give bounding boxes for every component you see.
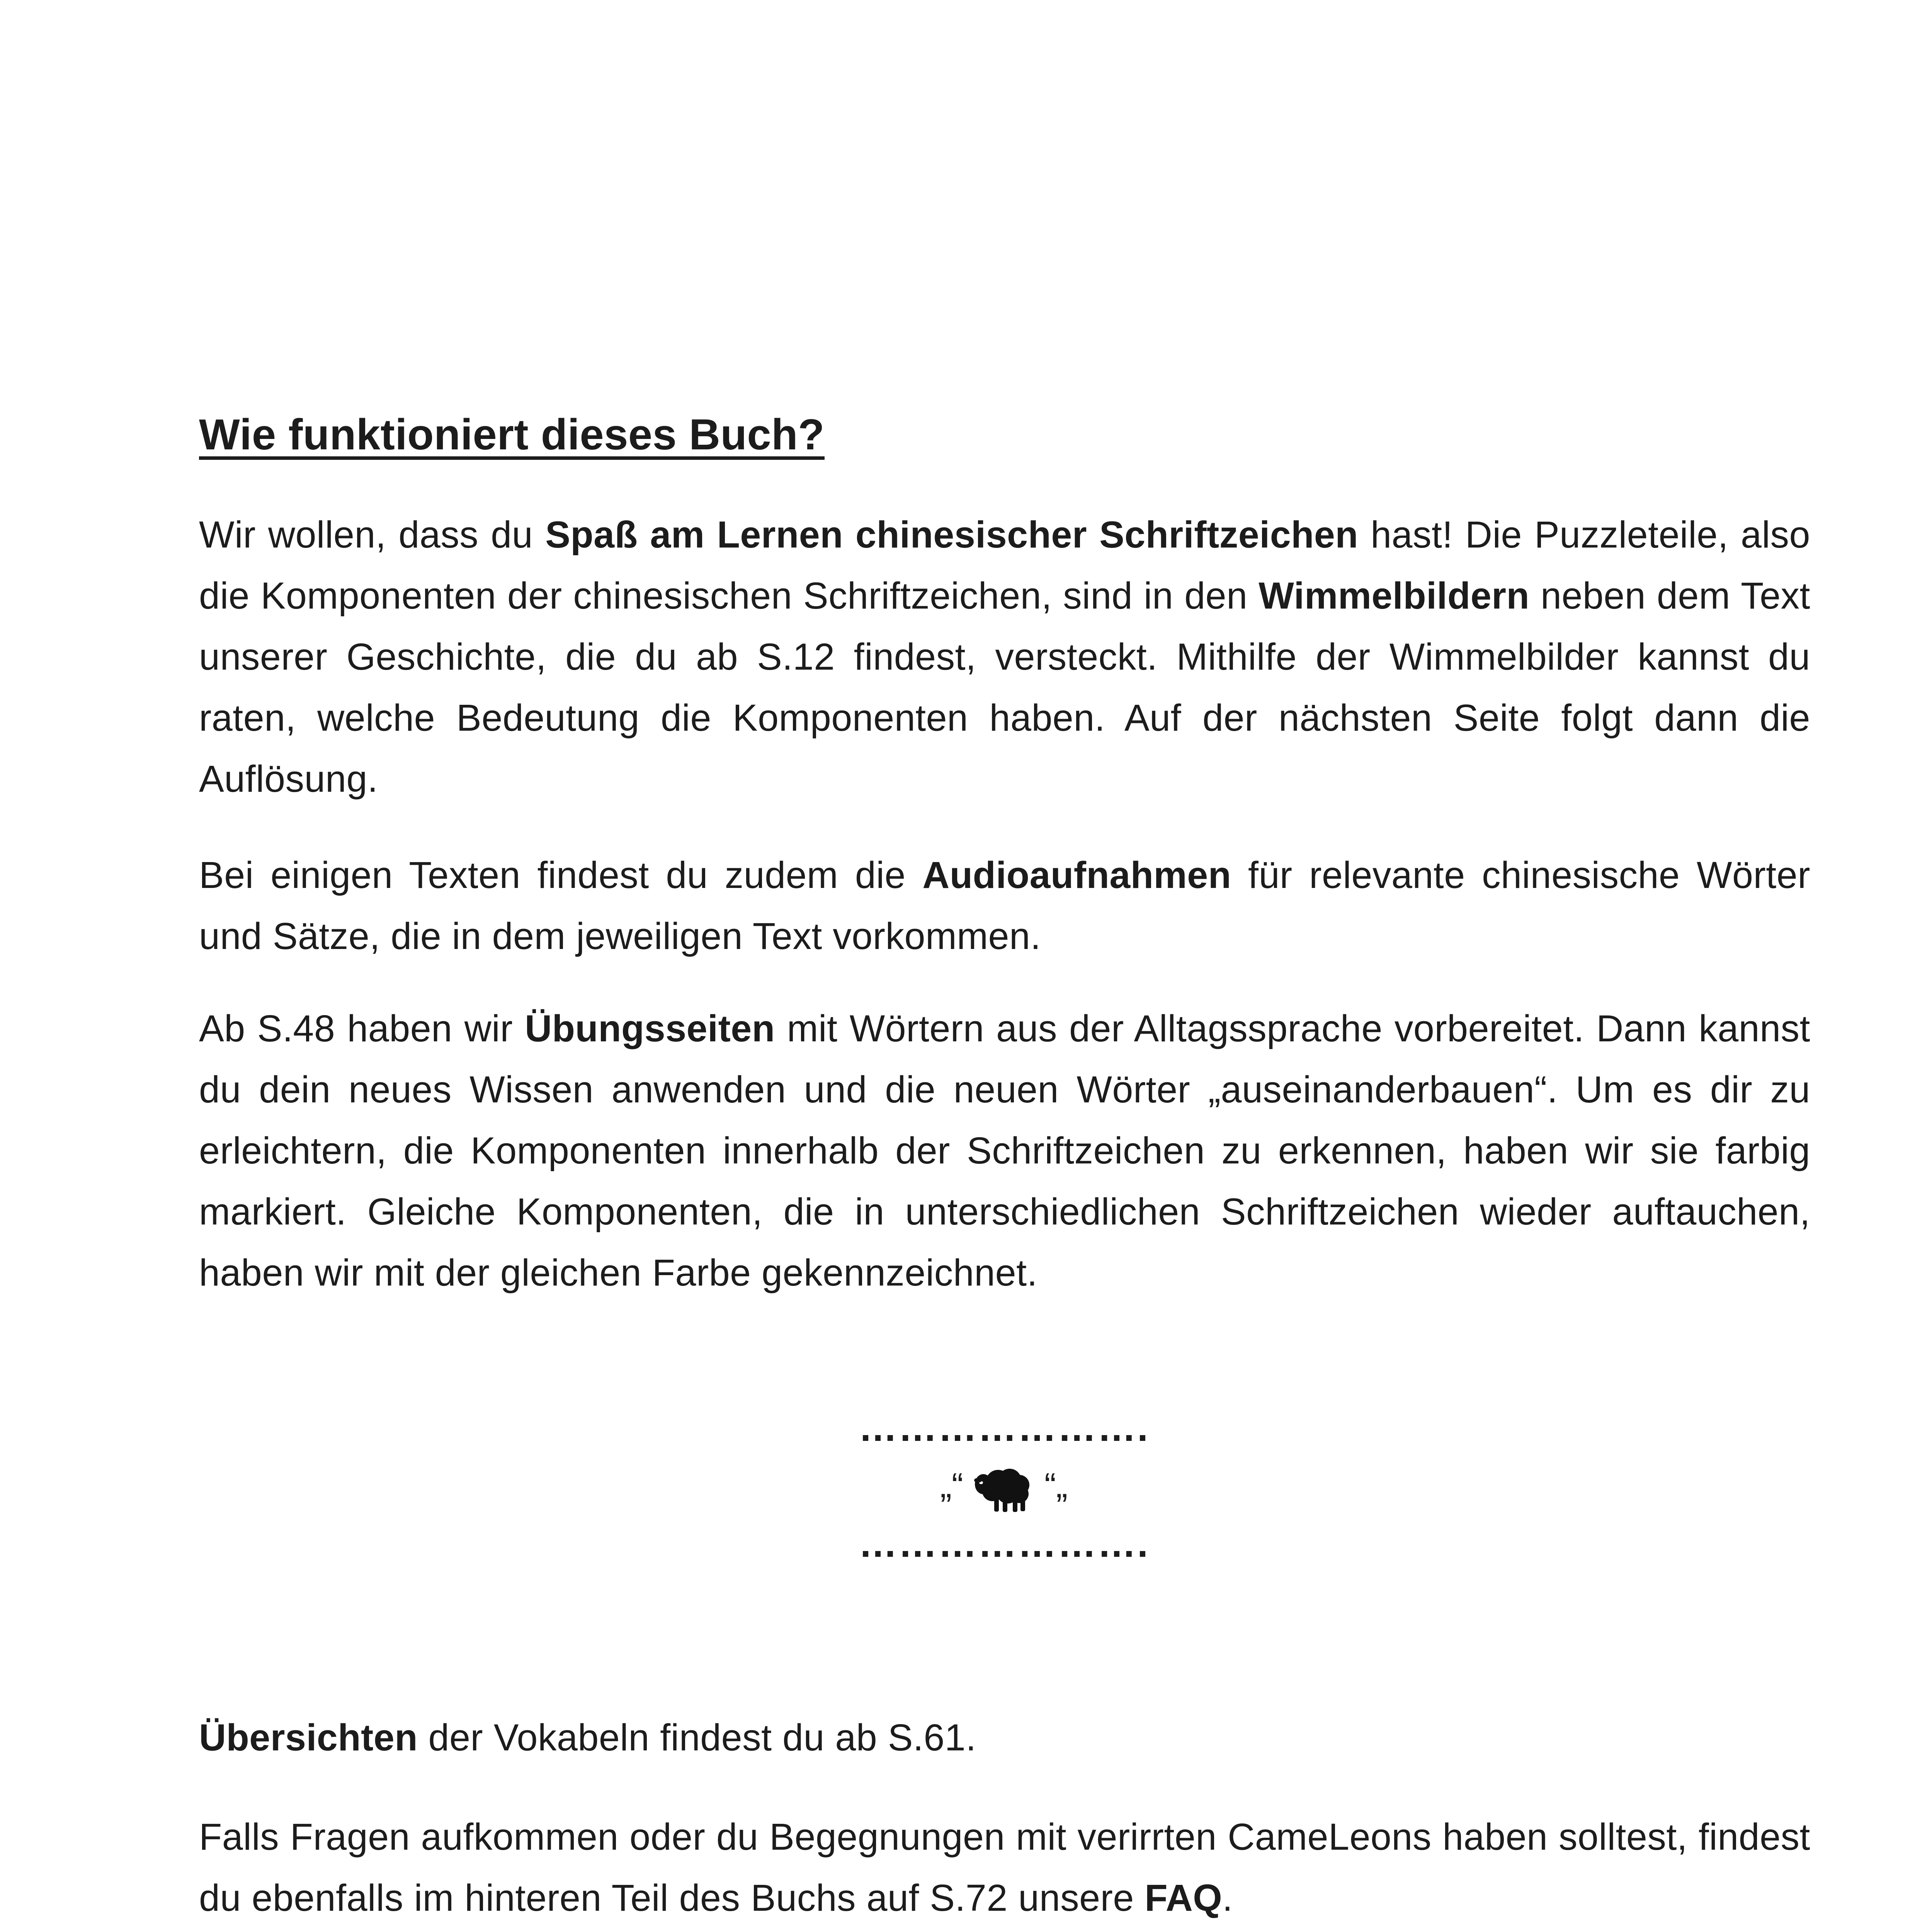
text-span: Wir wollen, dass du bbox=[199, 514, 546, 556]
bold-phrase: Übersichten bbox=[199, 1716, 418, 1759]
divider-dots-top: …………………. bbox=[859, 1406, 1149, 1449]
divider-quote-line bbox=[811, 1449, 1197, 1522]
section-divider bbox=[811, 1406, 1197, 1565]
text-span: . bbox=[1222, 1877, 1233, 1919]
bold-phrase: Wimmelbildern bbox=[1259, 575, 1530, 617]
bold-phrase: Audioaufnahmen bbox=[922, 854, 1231, 896]
bold-phrase: Übungsseiten bbox=[525, 1007, 775, 1049]
text-span: hast! Die Puzzleteile, also die Komponenten der chinesischen Schriftzeichen, sind in den bbox=[199, 514, 1810, 617]
text-span: der Vokabeln findest du ab S.61. bbox=[418, 1716, 976, 1759]
page-heading: Wie funktioniert dieses Buch? bbox=[199, 410, 825, 459]
text-span: Bei einigen Texten findest du zudem die bbox=[199, 854, 923, 896]
text-span: neben dem Text unserer Geschichte, die du ab S.12 findest, versteckt. Mithilfe der Wimmelbilder kannst du raten, welche Bedeutung die Komponenten haben. Auf der nächsten Seite folgt dann die Auflösung. bbox=[199, 575, 1810, 800]
text-span: Falls Fragen aufkommen oder du Begegnungen mit verirrten CameLeons haben solltest, findest du ebenfalls im hinteren Teil des Buchs auf S.72 unsere bbox=[199, 1816, 1810, 1919]
quote-close: “„ bbox=[1044, 1466, 1068, 1505]
paragraph-audio bbox=[199, 845, 1810, 967]
paragraph-exercises bbox=[199, 998, 1810, 1303]
bold-phrase: FAQ bbox=[1145, 1877, 1223, 1919]
text-span: für relevante chinesische Wörter und Sätze, die in dem jeweiligen Text vorkommen. bbox=[199, 854, 1810, 957]
divider-dots-bottom: …………………. bbox=[859, 1522, 1149, 1565]
paragraph-faq bbox=[199, 1806, 1810, 1929]
paragraph-intro bbox=[199, 504, 1810, 810]
text-span: mit Wörtern aus der Alltagssprache vorbereitet. Dann kannst du dein neues Wissen anwenden und die neuen Wörter „auseinanderbauen“. Um es dir zu erleichtern, die Komponenten innerhalb der Schriftzeichen zu erkennen, haben wir sie farbig markiert. Gleiche Komponenten, die in unterschiedlichen Schriftzeichen wieder auftauchen, haben wir mit der gleichen Farbe gekennzeichnet. bbox=[199, 1007, 1810, 1294]
sheep-icon bbox=[971, 1461, 1037, 1515]
paragraph-overview bbox=[199, 1707, 1810, 1768]
quote-open: „“ bbox=[940, 1466, 963, 1505]
text-span: Ab S.48 haben wir bbox=[199, 1007, 525, 1049]
bold-phrase: Spaß am Lernen chinesischer Schriftzeichen bbox=[545, 514, 1359, 556]
